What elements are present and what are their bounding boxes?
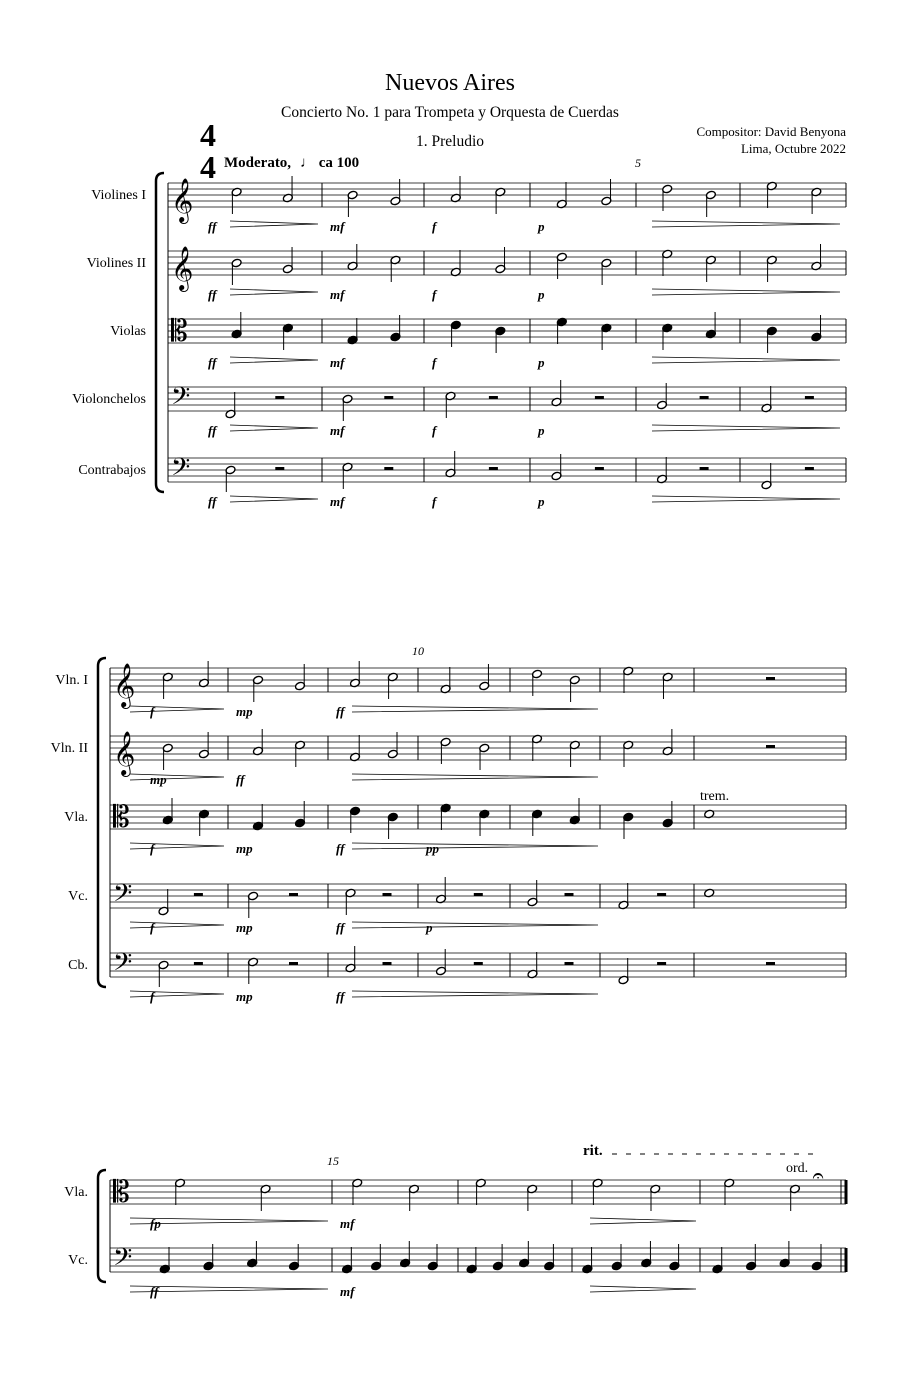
dynamic-marking: ff (208, 355, 217, 370)
dynamic-marking: mp (150, 772, 167, 787)
half-rest (657, 962, 666, 965)
instrument-name: Vln. II (50, 741, 88, 756)
instrument-name: Vla. (64, 810, 88, 825)
treble-clef-icon: 𝄞 (113, 665, 136, 707)
dynamic-marking: ff (336, 841, 345, 856)
movement-title: 1. Preludio (415, 133, 485, 150)
dynamic-marking: ff (208, 494, 217, 509)
half-rest (289, 893, 298, 896)
ord-text: ord. (786, 1161, 809, 1176)
half-rest (383, 962, 392, 965)
hairpin (230, 496, 318, 502)
half-rest (489, 396, 498, 399)
time-signature-bottom: 4 (200, 149, 216, 185)
bass-clef-icon: 𝄢 (113, 1244, 133, 1277)
half-rest (275, 467, 284, 470)
treble-clef-icon: 𝄞 (171, 248, 194, 290)
hairpin (230, 425, 318, 431)
half-rest (565, 962, 574, 965)
dynamic-marking: ff (208, 287, 217, 302)
score-title: Nuevos Aires (385, 70, 515, 96)
bass-clef-icon: 𝄢 (113, 880, 133, 913)
half-rest (384, 467, 393, 470)
measure-number-5: 5 (635, 156, 641, 170)
hairpin (230, 221, 318, 227)
dynamic-marking: p (426, 920, 433, 935)
staff-violonchelos (72, 380, 846, 438)
treble-clef-icon: 𝄞 (171, 180, 194, 222)
half-rest (384, 396, 393, 399)
dynamic-marking: f (150, 841, 155, 856)
alto-clef-icon: 𝄡 (113, 801, 130, 834)
dynamic-marking: mp (236, 920, 253, 935)
dynamic-marking: mp (236, 704, 253, 719)
staff-violas (110, 312, 846, 370)
instrument-name: Contrabajos (78, 463, 146, 478)
staff-vln-ii (51, 729, 846, 787)
half-rest (766, 745, 775, 748)
instrument-name: Violonchelos (72, 392, 146, 407)
staff-vla- (64, 798, 846, 856)
dynamic-marking: pp (426, 841, 439, 856)
half-rest (595, 396, 604, 399)
dynamic-marking: mp (236, 841, 253, 856)
measure-number-10: 10 (412, 644, 424, 658)
staff-vla- (64, 1176, 846, 1231)
hairpin (352, 991, 598, 997)
hairpin (130, 843, 224, 849)
system-bracket (98, 1170, 106, 1282)
dynamic-marking: fp (150, 1216, 161, 1231)
dynamic-marking: ff (336, 704, 345, 719)
trem-text: trem. (700, 789, 730, 804)
dynamic-marking: f (432, 494, 437, 509)
hairpin (652, 496, 840, 502)
hairpin (652, 425, 840, 431)
dynamic-marking: p (538, 287, 545, 302)
half-rest (289, 962, 298, 965)
staff-vc- (68, 1241, 846, 1299)
hairpin (230, 289, 318, 295)
dynamic-marking: mf (330, 423, 345, 438)
dynamic-marking: mf (330, 494, 345, 509)
dynamic-marking: f (150, 704, 155, 719)
hairpin (352, 706, 598, 712)
half-rest (766, 962, 775, 965)
dynamic-marking: ff (336, 920, 345, 935)
half-rest (657, 893, 666, 896)
half-rest (766, 677, 775, 680)
instrument-name: Vc. (68, 889, 88, 904)
half-rest (700, 396, 709, 399)
system-2 (51, 658, 846, 1004)
hairpin (130, 922, 224, 928)
dynamic-marking: ff (208, 219, 217, 234)
hairpin (590, 1286, 696, 1292)
instrument-name: Violines II (86, 256, 146, 271)
dynamic-marking: mf (330, 287, 345, 302)
treble-clef-icon: 𝄞 (113, 733, 136, 775)
alto-clef-icon: 𝄡 (113, 1176, 130, 1209)
time-signature-top: 4 (200, 117, 216, 153)
hairpin (230, 357, 318, 363)
dynamic-marking: f (150, 989, 155, 1004)
instrument-name: Vc. (68, 1253, 88, 1268)
hairpin (352, 843, 598, 849)
measure-number-15: 15 (327, 1154, 339, 1168)
dynamic-marking: p (538, 355, 545, 370)
half-rest (700, 467, 709, 470)
instrument-name: Vla. (64, 1185, 88, 1200)
half-rest (474, 962, 483, 965)
dynamic-marking: f (432, 219, 437, 234)
dynamic-marking: ff (336, 989, 345, 1004)
half-rest (275, 396, 284, 399)
half-rest (565, 893, 574, 896)
dynamic-marking: mf (330, 355, 345, 370)
score-subtitle: Concierto No. 1 para Trompeta y Orquesta de Cuerdas (281, 104, 619, 121)
hairpin (352, 922, 598, 928)
dynamic-marking: ff (236, 772, 245, 787)
dynamic-marking: ff (208, 423, 217, 438)
half-rest (595, 467, 604, 470)
dynamic-marking: f (432, 355, 437, 370)
instrument-name: Cb. (68, 958, 88, 973)
hairpin (130, 991, 224, 997)
metronome-mark: ♩ ca 100 (300, 155, 360, 171)
instrument-name: Violines I (91, 188, 146, 203)
composer-credit: Compositor: David Benyona (696, 124, 846, 139)
hairpin (352, 774, 598, 780)
dynamic-marking: f (432, 287, 437, 302)
hairpin (590, 1218, 696, 1224)
bass-clef-icon: 𝄢 (171, 383, 191, 416)
instrument-name: Violas (110, 324, 146, 339)
system-bracket (156, 173, 164, 492)
half-rest (805, 467, 814, 470)
half-rest (383, 893, 392, 896)
dynamic-marking: mp (236, 989, 253, 1004)
staff-cb- (68, 946, 846, 1004)
dynamic-marking: p (538, 219, 545, 234)
dynamic-marking: f (432, 423, 437, 438)
dynamic-marking: ff (150, 1284, 159, 1299)
hairpin (652, 289, 840, 295)
dynamic-marking: mf (330, 219, 345, 234)
staff-violines-ii (87, 244, 846, 302)
dynamic-marking: mf (340, 1216, 355, 1231)
half-rest (489, 467, 498, 470)
system-1 (72, 173, 846, 509)
half-rest (194, 962, 203, 965)
half-rest (474, 893, 483, 896)
half-rest (805, 396, 814, 399)
staff-contrabajos (78, 451, 846, 509)
tempo-marking: Moderato, (224, 155, 292, 171)
instrument-name: Vln. I (55, 673, 88, 688)
hairpin (130, 774, 224, 780)
hairpin (130, 1286, 328, 1292)
system-bracket (98, 658, 106, 987)
fermata-icon: 𝄐 (812, 1165, 824, 1187)
bass-clef-icon: 𝄢 (113, 949, 133, 982)
hairpin (130, 706, 224, 712)
dynamic-marking: p (538, 494, 545, 509)
hairpin (652, 221, 840, 227)
bass-clef-icon: 𝄢 (171, 454, 191, 487)
half-rest (194, 893, 203, 896)
staff-vln-i (55, 661, 846, 719)
hairpin (652, 357, 840, 363)
dynamic-marking: mf (340, 1284, 355, 1299)
rit-marking: rit. (583, 1143, 603, 1159)
dynamic-marking: p (538, 423, 545, 438)
dynamic-marking: f (150, 920, 155, 935)
alto-clef-icon: 𝄡 (171, 315, 188, 348)
place-date: Lima, Octubre 2022 (740, 141, 846, 156)
staff-vc- (68, 877, 846, 935)
system-3 (64, 1165, 846, 1299)
